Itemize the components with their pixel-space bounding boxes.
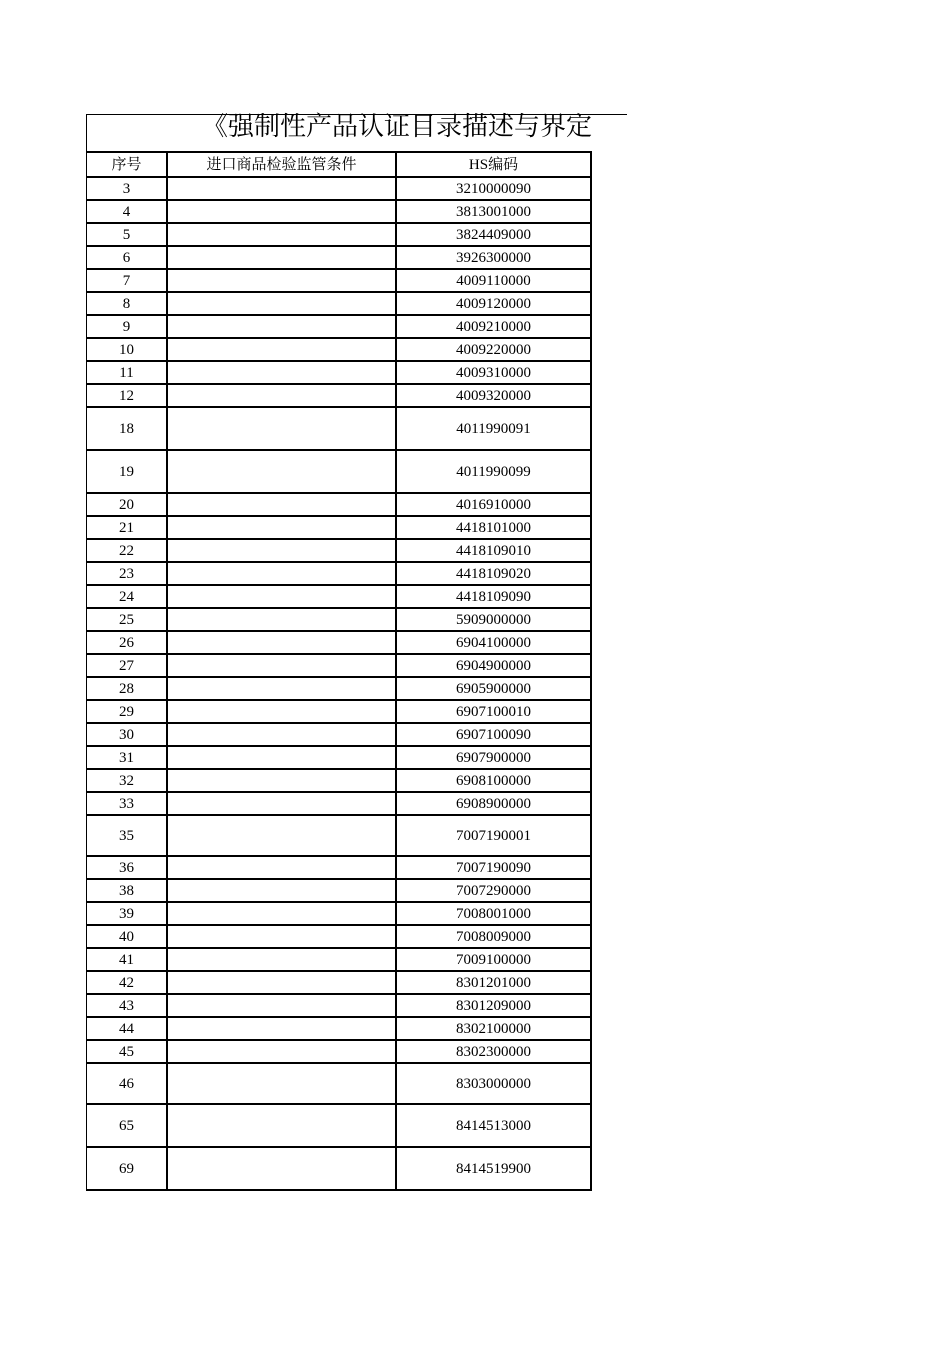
hs-code-cell: 7009100000 bbox=[396, 948, 591, 971]
serial-no-cell: 29 bbox=[87, 700, 168, 723]
hs-code-cell: 6908100000 bbox=[396, 769, 591, 792]
table-row bbox=[87, 223, 592, 246]
inspection-condition-cell bbox=[167, 677, 396, 700]
inspection-condition-cell bbox=[167, 608, 396, 631]
table-row bbox=[87, 361, 592, 384]
hs-code-cell: 4009120000 bbox=[396, 292, 591, 315]
table-row bbox=[87, 677, 592, 700]
serial-no-cell: 10 bbox=[87, 338, 168, 361]
serial-no-cell: 35 bbox=[87, 815, 168, 856]
serial-no-cell: 9 bbox=[87, 315, 168, 338]
inspection-condition-cell bbox=[167, 879, 396, 902]
serial-no-cell: 44 bbox=[87, 1017, 168, 1040]
hs-code-cell: 8302300000 bbox=[396, 1040, 591, 1063]
serial-no-cell: 31 bbox=[87, 746, 168, 769]
hs-code-cell: 6904900000 bbox=[396, 654, 591, 677]
inspection-condition-cell bbox=[167, 815, 396, 856]
table-row bbox=[87, 769, 592, 792]
serial-no-cell: 11 bbox=[87, 361, 168, 384]
hs-code-cell: 3926300000 bbox=[396, 246, 591, 269]
serial-no-cell: 23 bbox=[87, 562, 168, 585]
serial-no-cell: 28 bbox=[87, 677, 168, 700]
table-row bbox=[87, 925, 592, 948]
table-row bbox=[87, 315, 592, 338]
header-hs-code: HS编码 bbox=[396, 152, 591, 177]
serial-no-cell: 40 bbox=[87, 925, 168, 948]
serial-no-cell: 45 bbox=[87, 1040, 168, 1063]
hs-code-cell: 8303000000 bbox=[396, 1063, 591, 1104]
table-row bbox=[87, 792, 592, 815]
table-row bbox=[87, 723, 592, 746]
hs-code-cell: 8301201000 bbox=[396, 971, 591, 994]
inspection-condition-cell bbox=[167, 200, 396, 223]
inspection-condition-cell bbox=[167, 384, 396, 407]
hs-code-cell: 7007190090 bbox=[396, 856, 591, 879]
inspection-condition-cell bbox=[167, 856, 396, 879]
inspection-condition-cell bbox=[167, 746, 396, 769]
table-row bbox=[87, 562, 592, 585]
serial-no-cell: 36 bbox=[87, 856, 168, 879]
serial-no-cell: 26 bbox=[87, 631, 168, 654]
hs-code-cell: 4009220000 bbox=[396, 338, 591, 361]
hs-code-cell: 3824409000 bbox=[396, 223, 591, 246]
inspection-condition-cell bbox=[167, 338, 396, 361]
spreadsheet bbox=[86, 114, 627, 1191]
table-row bbox=[87, 971, 592, 994]
table-row bbox=[87, 608, 592, 631]
hs-code-cell: 4418109020 bbox=[396, 562, 591, 585]
inspection-condition-cell bbox=[167, 493, 396, 516]
serial-no-cell: 5 bbox=[87, 223, 168, 246]
hs-code-cell: 4418109010 bbox=[396, 539, 591, 562]
hs-code-cell: 6907900000 bbox=[396, 746, 591, 769]
inspection-condition-cell bbox=[167, 1104, 396, 1147]
hs-code-cell: 3813001000 bbox=[396, 200, 591, 223]
hs-code-cell: 4009310000 bbox=[396, 361, 591, 384]
header-row bbox=[87, 152, 592, 177]
hs-code-cell: 4011990099 bbox=[396, 450, 591, 493]
inspection-condition-cell bbox=[167, 994, 396, 1017]
inspection-condition-cell bbox=[167, 585, 396, 608]
table-row bbox=[87, 450, 592, 493]
hs-code-cell: 4418109090 bbox=[396, 585, 591, 608]
hs-code-cell: 4418101000 bbox=[396, 516, 591, 539]
table-row bbox=[87, 585, 592, 608]
hs-code-cell: 7008001000 bbox=[396, 902, 591, 925]
table-row bbox=[87, 856, 592, 879]
serial-no-cell: 65 bbox=[87, 1104, 168, 1147]
table-row bbox=[87, 994, 592, 1017]
table-row bbox=[87, 516, 592, 539]
table-row bbox=[87, 200, 592, 223]
table-row bbox=[87, 539, 592, 562]
inspection-condition-cell bbox=[167, 902, 396, 925]
inspection-condition-cell bbox=[167, 723, 396, 746]
hs-code-cell: 6905900000 bbox=[396, 677, 591, 700]
serial-no-cell: 7 bbox=[87, 269, 168, 292]
serial-no-cell: 41 bbox=[87, 948, 168, 971]
header-serial-no: 序号 bbox=[87, 152, 168, 177]
title-row bbox=[86, 114, 627, 151]
serial-no-cell: 69 bbox=[87, 1147, 168, 1190]
inspection-condition-cell bbox=[167, 562, 396, 585]
table-row bbox=[87, 384, 592, 407]
inspection-condition-cell bbox=[167, 361, 396, 384]
hs-code-cell: 4011990091 bbox=[396, 407, 591, 450]
serial-no-cell: 19 bbox=[87, 450, 168, 493]
table-row bbox=[87, 292, 592, 315]
hs-code-cell: 3210000090 bbox=[396, 177, 591, 200]
inspection-condition-cell bbox=[167, 223, 396, 246]
table-row bbox=[87, 815, 592, 856]
hs-code-cell: 4009110000 bbox=[396, 269, 591, 292]
serial-no-cell: 21 bbox=[87, 516, 168, 539]
serial-no-cell: 42 bbox=[87, 971, 168, 994]
inspection-condition-cell bbox=[167, 971, 396, 994]
serial-no-cell: 20 bbox=[87, 493, 168, 516]
table-row bbox=[87, 1040, 592, 1063]
hs-code-cell: 6904100000 bbox=[396, 631, 591, 654]
serial-no-cell: 25 bbox=[87, 608, 168, 631]
hs-code-cell: 8414519900 bbox=[396, 1147, 591, 1190]
serial-no-cell: 12 bbox=[87, 384, 168, 407]
serial-no-cell: 22 bbox=[87, 539, 168, 562]
inspection-condition-cell bbox=[167, 769, 396, 792]
table-row bbox=[87, 700, 592, 723]
hs-code-cell: 4016910000 bbox=[396, 493, 591, 516]
inspection-condition-cell bbox=[167, 539, 396, 562]
inspection-condition-cell bbox=[167, 948, 396, 971]
inspection-condition-cell bbox=[167, 654, 396, 677]
serial-no-cell: 24 bbox=[87, 585, 168, 608]
serial-no-cell: 4 bbox=[87, 200, 168, 223]
serial-no-cell: 27 bbox=[87, 654, 168, 677]
inspection-condition-cell bbox=[167, 792, 396, 815]
inspection-condition-cell bbox=[167, 1063, 396, 1104]
table-row bbox=[87, 902, 592, 925]
hs-code-cell: 5909000000 bbox=[396, 608, 591, 631]
table-row bbox=[87, 1147, 592, 1190]
table-row bbox=[87, 1104, 592, 1147]
table-row bbox=[87, 746, 592, 769]
inspection-condition-cell bbox=[167, 700, 396, 723]
table-row bbox=[87, 948, 592, 971]
table-row bbox=[87, 879, 592, 902]
inspection-condition-cell bbox=[167, 516, 396, 539]
inspection-condition-cell bbox=[167, 450, 396, 493]
sheet-title: 《强制性产品认证目录描述与界定 bbox=[202, 112, 593, 141]
table-row bbox=[87, 1063, 592, 1104]
serial-no-cell: 39 bbox=[87, 902, 168, 925]
serial-no-cell: 33 bbox=[87, 792, 168, 815]
hs-code-cell: 8414513000 bbox=[396, 1104, 591, 1147]
serial-no-cell: 43 bbox=[87, 994, 168, 1017]
serial-no-cell: 38 bbox=[87, 879, 168, 902]
table-row bbox=[87, 654, 592, 677]
table-row bbox=[87, 493, 592, 516]
inspection-condition-cell bbox=[167, 925, 396, 948]
serial-no-cell: 6 bbox=[87, 246, 168, 269]
inspection-condition-cell bbox=[167, 1040, 396, 1063]
table-row bbox=[87, 246, 592, 269]
hs-code-cell: 6907100010 bbox=[396, 700, 591, 723]
inspection-condition-cell bbox=[167, 177, 396, 200]
hs-code-cell: 7007290000 bbox=[396, 879, 591, 902]
table-row bbox=[87, 407, 592, 450]
catalog-table bbox=[86, 151, 592, 1191]
inspection-condition-cell bbox=[167, 292, 396, 315]
table-row bbox=[87, 177, 592, 200]
hs-code-cell: 8302100000 bbox=[396, 1017, 591, 1040]
table-row bbox=[87, 269, 592, 292]
header-inspection-condition: 进口商品检验监管条件 bbox=[167, 152, 396, 177]
hs-code-cell: 6908900000 bbox=[396, 792, 591, 815]
inspection-condition-cell bbox=[167, 269, 396, 292]
hs-code-cell: 7008009000 bbox=[396, 925, 591, 948]
hs-code-cell: 6907100090 bbox=[396, 723, 591, 746]
table-row bbox=[87, 338, 592, 361]
inspection-condition-cell bbox=[167, 631, 396, 654]
serial-no-cell: 46 bbox=[87, 1063, 168, 1104]
serial-no-cell: 32 bbox=[87, 769, 168, 792]
serial-no-cell: 3 bbox=[87, 177, 168, 200]
serial-no-cell: 8 bbox=[87, 292, 168, 315]
hs-code-cell: 8301209000 bbox=[396, 994, 591, 1017]
inspection-condition-cell bbox=[167, 246, 396, 269]
inspection-condition-cell bbox=[167, 315, 396, 338]
table-row bbox=[87, 631, 592, 654]
hs-code-cell: 7007190001 bbox=[396, 815, 591, 856]
inspection-condition-cell bbox=[167, 1147, 396, 1190]
serial-no-cell: 30 bbox=[87, 723, 168, 746]
inspection-condition-cell bbox=[167, 1017, 396, 1040]
table-row bbox=[87, 1017, 592, 1040]
inspection-condition-cell bbox=[167, 407, 396, 450]
hs-code-cell: 4009210000 bbox=[396, 315, 591, 338]
hs-code-cell: 4009320000 bbox=[396, 384, 591, 407]
serial-no-cell: 18 bbox=[87, 407, 168, 450]
